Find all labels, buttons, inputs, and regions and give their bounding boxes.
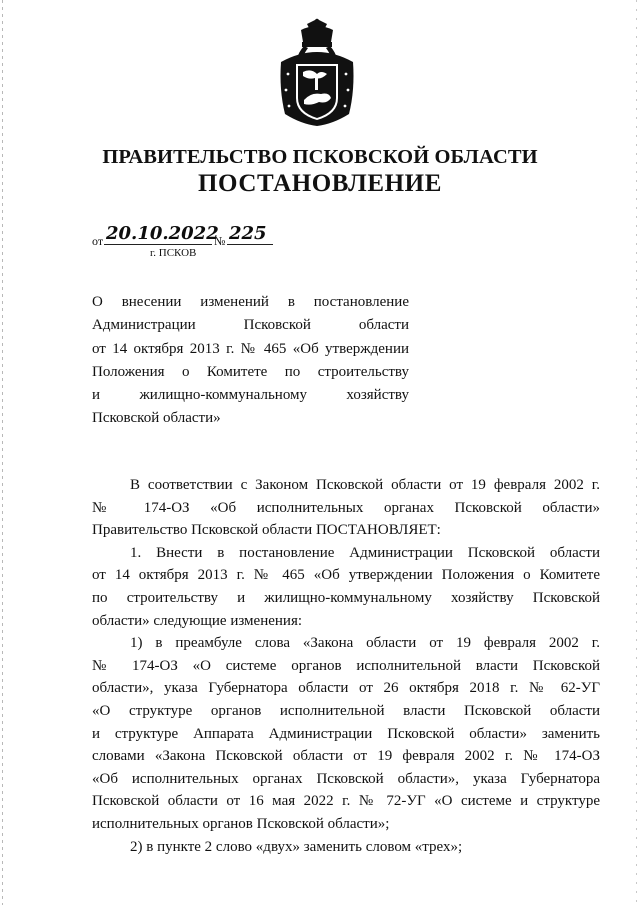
document-subject [92,291,409,431]
body-line: области» следующие изменения: [92,612,303,629]
body-line: по строительству и жилищно-коммунальному хозяйству Псковской [92,589,600,606]
body-line: словами «Закона Псковской области от 19 февраля 2002 г. № 174-ОЗ [92,748,600,765]
body-line: и структуре Аппарата Администрации Псковской области» заменить [92,725,600,742]
body-line: Правительство Псковской области ПОСТАНОВЛЯЕТ: [92,522,441,539]
city-label: г. ПСКОВ [150,247,197,259]
body-line: Псковской области от 16 мая 2022 г. № 72-УГ «О системе и структуре [92,793,600,810]
body-line: «Об исполнительных органах Псковской области», указа Губернатора [92,770,600,787]
document-type: ПОСТАНОВЛЕНИЕ [197,170,443,197]
body-line: 1. Внести в постановление Администрации Псковской области [130,544,600,561]
subject-line: Администрации Псковской области [92,317,409,334]
subject-line: от 14 октября 2013 г. № 465 «Об утверждении [92,340,409,357]
body-line: области», указа Губернатора области от 26 октября 2018 г. № 62-УГ [92,680,600,697]
body-line: № 174-ОЗ «О системе органов исполнительной власти Псковской [92,657,600,674]
handwritten-number: 225 [227,224,273,245]
body-line: № 174-ОЗ «Об исполнительных органах Псковской области» [92,499,600,516]
pskov-coat-of-arms-icon [271,18,363,128]
body-line: В соответствии с Законом Псковской области от 19 февраля 2002 г. [130,477,600,493]
subject-line: и жилищно-коммунальному хозяйству [92,387,409,404]
body-line: 2) в пункте 2 слово «двух» заменить словом «трех»; [130,838,463,855]
handwritten-date: 20.10.2022 [106,223,219,244]
registration-line [92,224,292,248]
document-body [92,474,600,858]
number-label: № [214,234,226,248]
body-line: 1) в преамбуле слова «Закона области от 19 февраля 2002 г. [130,635,600,652]
date-label: от [92,234,104,248]
body-line: от 14 октября 2013 г. № 465 «Об утверждении Положения о Комитете [92,567,600,584]
subject-line: О внесении изменений в постановление [92,294,409,310]
subject-line: Псковской области» [92,410,221,427]
body-line: исполнительных органов Псковской области»; [92,815,390,832]
subject-line: Положения о Комитете по строительству [92,363,409,380]
scan-edge-left [2,0,3,905]
scan-edge-right [636,0,637,905]
government-title: ПРАВИТЕЛЬСТВО ПСКОВСКОЙ ОБЛАСТИ [102,146,538,168]
body-line: «О структуре органов исполнительной власти Псковской области [92,702,600,719]
